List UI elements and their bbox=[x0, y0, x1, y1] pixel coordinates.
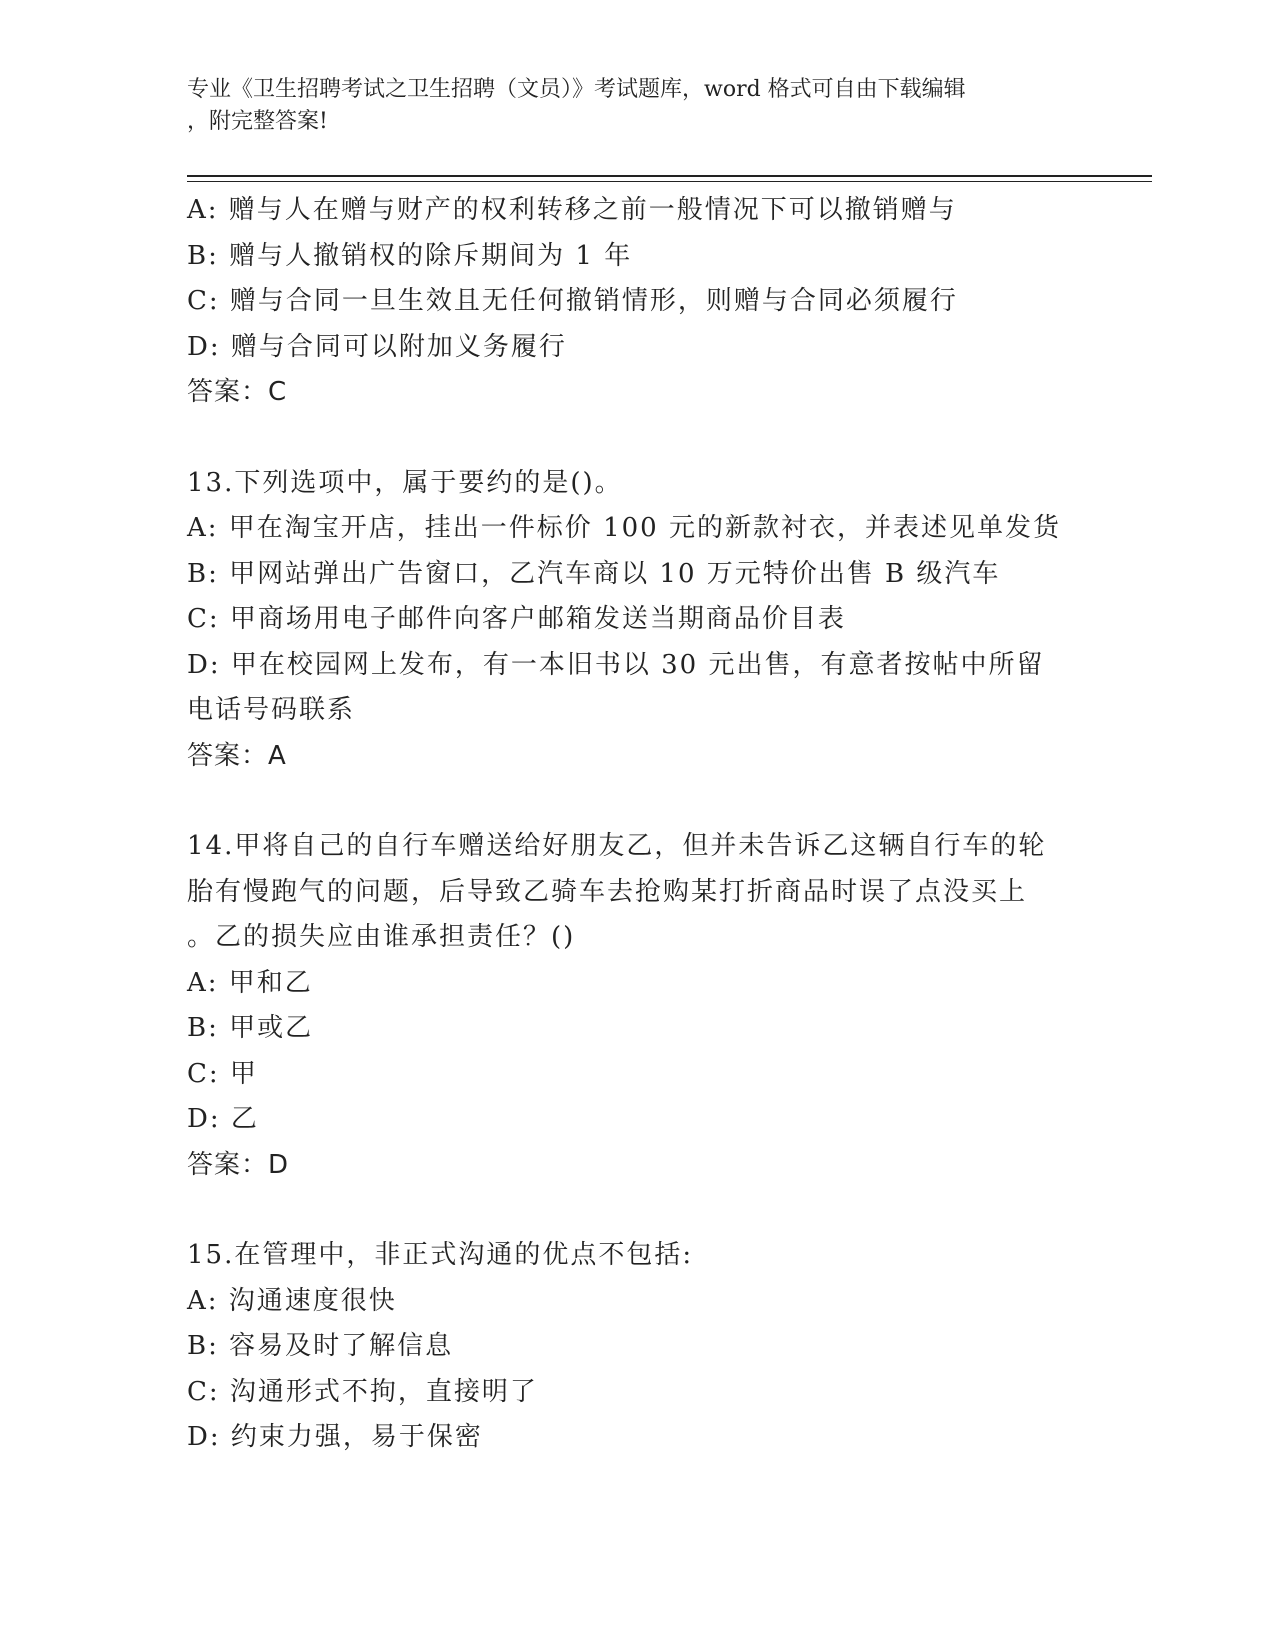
option-d: D: 约束力强，易于保密 bbox=[187, 1422, 483, 1452]
question-stem: 15.在管理中，非正式沟通的优点不包括: bbox=[187, 1240, 694, 1270]
option-d: D: 甲在校园网上发布，有一本旧书以 30 元出售，有意者按帖中所留 bbox=[187, 649, 1045, 680]
question-stem-line-3: 。乙的损失应由谁承担责任？() bbox=[187, 922, 576, 952]
option-a: A: 赠与人在赠与财产的权利转移之前一般情况下可以撤销赠与 bbox=[187, 195, 957, 225]
spacer bbox=[187, 416, 1087, 461]
document-header bbox=[187, 74, 1067, 138]
spacer bbox=[187, 1188, 1087, 1233]
option-a: A: 甲在淘宝开店，挂出一件标价 100 元的新款衬衣，并表述见单发货 bbox=[187, 513, 1061, 543]
option-d: D: 乙 bbox=[187, 1104, 259, 1134]
header-divider bbox=[187, 175, 1152, 177]
header-divider-thin bbox=[187, 181, 1152, 182]
option-b: B: 甲或乙 bbox=[187, 1013, 314, 1043]
option-d: D: 赠与合同可以附加义务履行 bbox=[187, 331, 567, 362]
question-stem-line-2: 胎有慢跑气的问题，后导致乙骑车去抢购某打折商品时误了点没买上 bbox=[187, 876, 1028, 907]
spacer bbox=[187, 779, 1087, 824]
option-a: A: 沟通速度很快 bbox=[187, 1285, 397, 1316]
question-14 bbox=[187, 824, 1087, 1188]
answer: 答案：A bbox=[187, 740, 287, 771]
option-c: C: 赠与合同一旦生效且无任何撤销情形，则赠与合同必须履行 bbox=[187, 286, 958, 316]
option-b: B: 容易及时了解信息 bbox=[187, 1331, 454, 1361]
question-12 bbox=[187, 188, 1087, 416]
option-b: B: 甲网站弹出广告窗口，乙汽车商以 10 万元特价出售 B 级汽车 bbox=[187, 558, 1001, 589]
header-line-1: 专业《卫生招聘考试之卫生招聘（文员）》考试题库，word 格式可自由下载编辑 bbox=[187, 77, 966, 102]
option-a: A: 甲和乙 bbox=[187, 967, 313, 998]
option-c: C: 沟通形式不拘，直接明了 bbox=[187, 1376, 538, 1407]
answer: 答案：D bbox=[187, 1149, 290, 1180]
question-13 bbox=[187, 461, 1087, 780]
question-stem: 13.下列选项中，属于要约的是()。 bbox=[187, 467, 623, 498]
option-d-continued: 电话号码联系 bbox=[187, 695, 356, 725]
option-c: C: 甲商场用电子邮件向客户邮箱发送当期商品价目表 bbox=[187, 604, 846, 634]
header-line-2: ，附完整答案! bbox=[187, 109, 328, 134]
option-b: B: 赠与人撤销权的除斥期间为 1 年 bbox=[187, 240, 633, 271]
answer: 答案：C bbox=[187, 377, 288, 407]
question-stem-line-1: 14.甲将自己的自行车赠送给好朋友乙，但并未告诉乙这辆自行车的轮 bbox=[187, 831, 1047, 861]
question-15 bbox=[187, 1233, 1087, 1461]
option-c: C: 甲 bbox=[187, 1058, 258, 1089]
question-list bbox=[187, 188, 1087, 1461]
